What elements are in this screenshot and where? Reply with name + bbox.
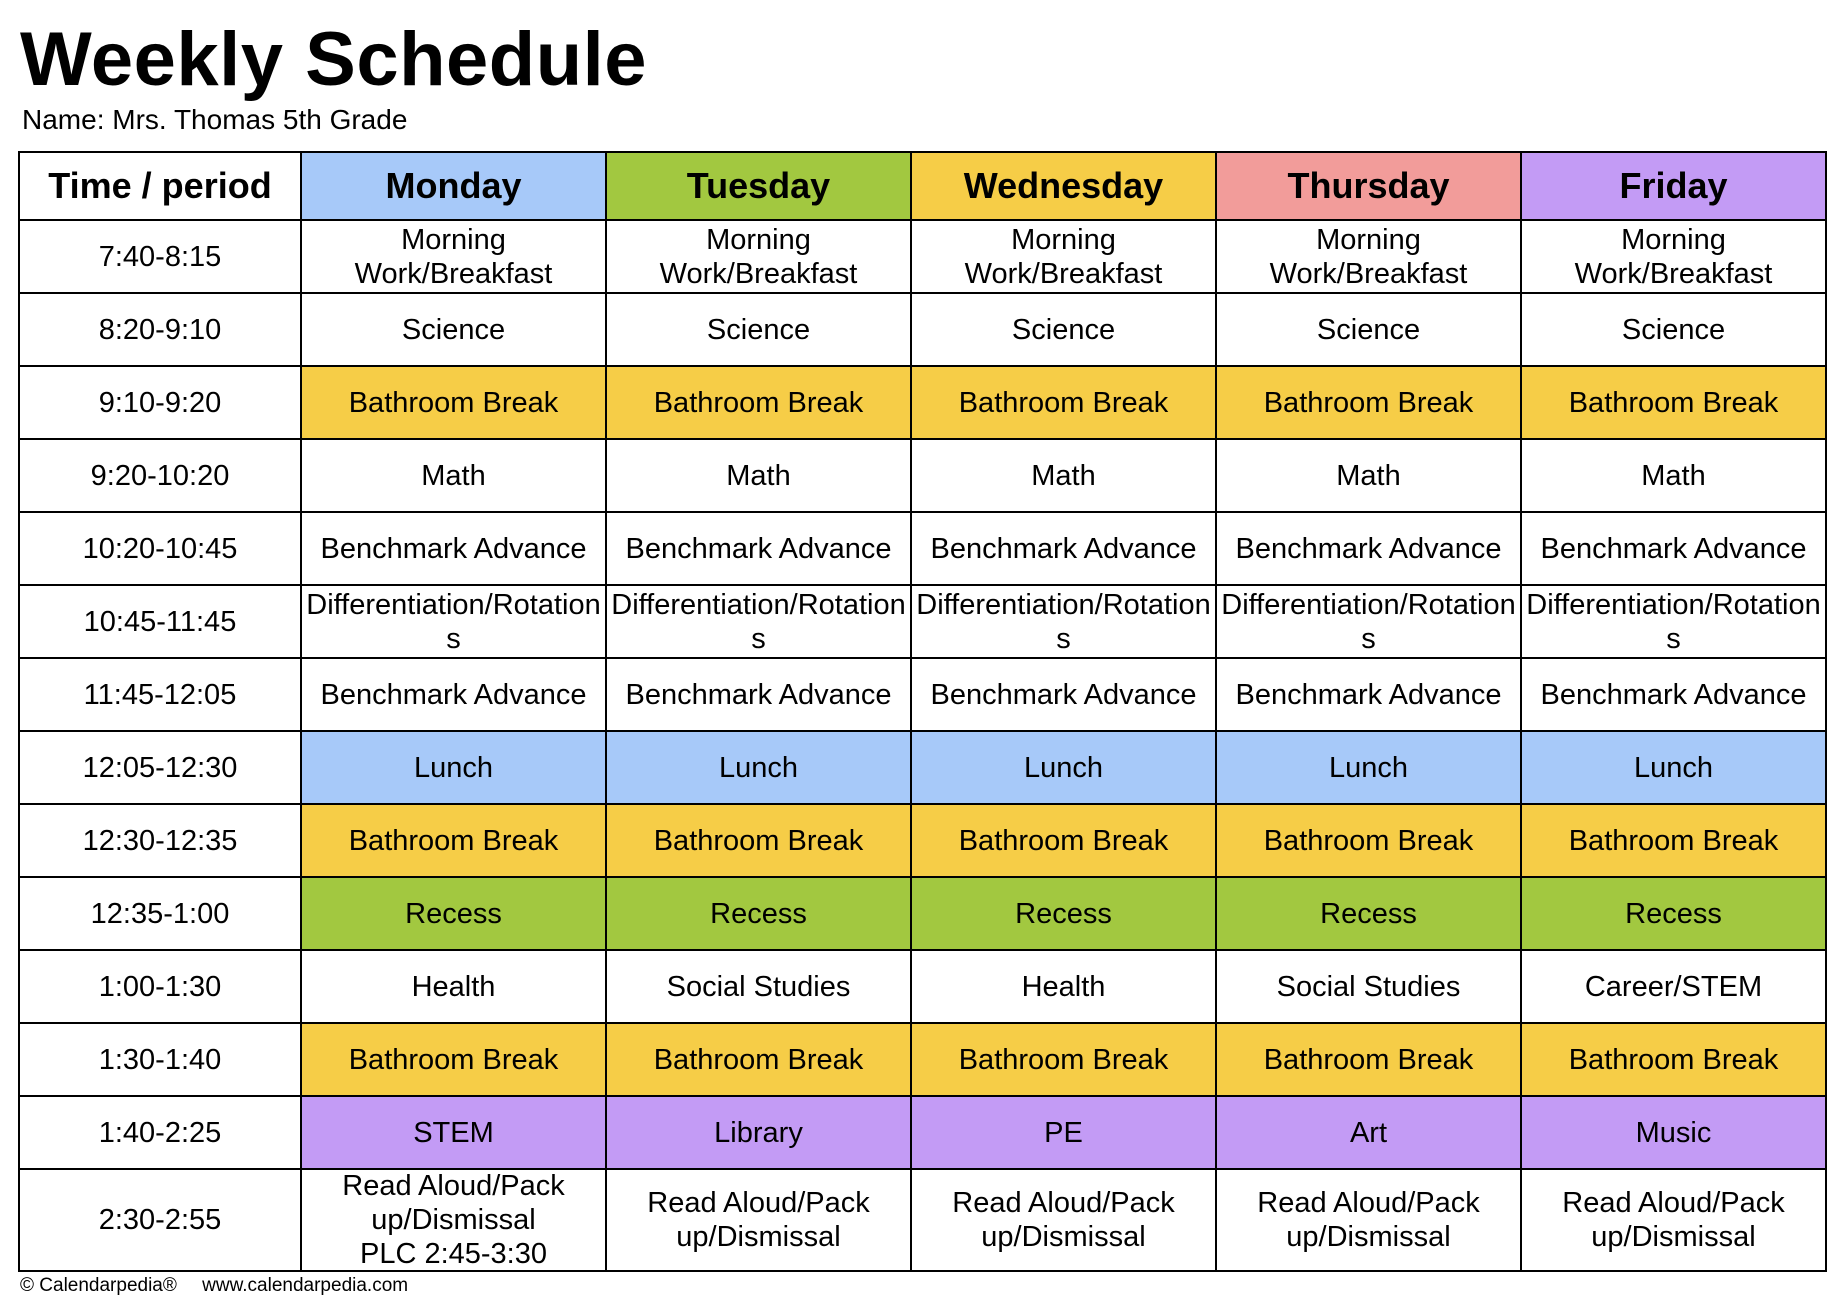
schedule-cell-thursday: Differentiation/Rotations (1217, 586, 1522, 659)
time-period-cell: 2:30-2:55 (20, 1170, 302, 1272)
schedule-cell-tuesday: Recess (607, 878, 912, 951)
schedule-cell-friday: Bathroom Break (1522, 1024, 1827, 1097)
schedule-cell-tuesday: Bathroom Break (607, 367, 912, 440)
schedule-cell-monday: Morning Work/Breakfast (302, 221, 607, 294)
schedule-cell-thursday: Bathroom Break (1217, 805, 1522, 878)
schedule-cell-friday: Recess (1522, 878, 1827, 951)
schedule-table (18, 151, 1827, 1272)
schedule-cell-monday: Bathroom Break (302, 367, 607, 440)
schedule-cell-tuesday: Read Aloud/Pack up/Dismissal (607, 1170, 912, 1272)
schedule-cell-wednesday: Morning Work/Breakfast (912, 221, 1217, 294)
time-period-cell: 9:10-9:20 (20, 367, 302, 440)
schedule-cell-monday: Bathroom Break (302, 805, 607, 878)
schedule-cell-tuesday: Social Studies (607, 951, 912, 1024)
schedule-cell-friday: Science (1522, 294, 1827, 367)
header-day-thursday: Thursday (1217, 153, 1522, 221)
header-day-wednesday: Wednesday (912, 153, 1217, 221)
schedule-cell-friday: Bathroom Break (1522, 805, 1827, 878)
schedule-cell-wednesday: Bathroom Break (912, 367, 1217, 440)
header-day-friday: Friday (1522, 153, 1827, 221)
time-period-cell: 1:00-1:30 (20, 951, 302, 1024)
schedule-cell-friday: Read Aloud/Pack up/Dismissal (1522, 1170, 1827, 1272)
schedule-cell-wednesday: Benchmark Advance (912, 513, 1217, 586)
schedule-cell-friday: Bathroom Break (1522, 367, 1827, 440)
schedule-cell-monday: Lunch (302, 732, 607, 805)
schedule-cell-wednesday: Math (912, 440, 1217, 513)
header-day-monday: Monday (302, 153, 607, 221)
footer (20, 1276, 428, 1295)
schedule-cell-wednesday: Benchmark Advance (912, 659, 1217, 732)
time-period-cell: 12:30-12:35 (20, 805, 302, 878)
schedule-cell-thursday: Lunch (1217, 732, 1522, 805)
header-time-period: Time / period (20, 153, 302, 221)
schedule-cell-tuesday: Benchmark Advance (607, 513, 912, 586)
time-period-cell: 8:20-9:10 (20, 294, 302, 367)
schedule-cell-monday: Recess (302, 878, 607, 951)
schedule-cell-friday: Differentiation/Rotations (1522, 586, 1827, 659)
schedule-cell-thursday: Science (1217, 294, 1522, 367)
schedule-cell-monday: Science (302, 294, 607, 367)
schedule-cell-thursday: Benchmark Advance (1217, 513, 1522, 586)
schedule-cell-thursday: Art (1217, 1097, 1522, 1170)
time-period-cell: 10:20-10:45 (20, 513, 302, 586)
schedule-cell-thursday: Social Studies (1217, 951, 1522, 1024)
header-day-tuesday: Tuesday (607, 153, 912, 221)
schedule-cell-tuesday: Bathroom Break (607, 1024, 912, 1097)
schedule-cell-friday: Benchmark Advance (1522, 513, 1827, 586)
schedule-cell-tuesday: Library (607, 1097, 912, 1170)
schedule-cell-tuesday: Morning Work/Breakfast (607, 221, 912, 294)
schedule-cell-thursday: Bathroom Break (1217, 367, 1522, 440)
schedule-cell-friday: Benchmark Advance (1522, 659, 1827, 732)
schedule-cell-wednesday: Differentiation/Rotations (912, 586, 1217, 659)
schedule-cell-monday: STEM (302, 1097, 607, 1170)
schedule-cell-thursday: Recess (1217, 878, 1522, 951)
page-title: Weekly Schedule (20, 17, 648, 102)
time-period-cell: 9:20-10:20 (20, 440, 302, 513)
schedule-cell-thursday: Read Aloud/Pack up/Dismissal (1217, 1170, 1522, 1272)
schedule-cell-wednesday: Health (912, 951, 1217, 1024)
footer-copyright: © Calendarpedia® (20, 1275, 177, 1296)
time-period-cell: 7:40-8:15 (20, 221, 302, 294)
schedule-cell-thursday: Bathroom Break (1217, 1024, 1522, 1097)
schedule-cell-tuesday: Lunch (607, 732, 912, 805)
schedule-cell-wednesday: Recess (912, 878, 1217, 951)
schedule-cell-friday: Morning Work/Breakfast (1522, 221, 1827, 294)
schedule-cell-wednesday: Science (912, 294, 1217, 367)
schedule-cell-friday: Lunch (1522, 732, 1827, 805)
footer-website-link[interactable]: www.calendarpedia.com (202, 1275, 409, 1296)
schedule-cell-monday: Benchmark Advance (302, 659, 607, 732)
schedule-cell-tuesday: Math (607, 440, 912, 513)
schedule-cell-thursday: Benchmark Advance (1217, 659, 1522, 732)
schedule-cell-monday: Bathroom Break (302, 1024, 607, 1097)
time-period-cell: 1:40-2:25 (20, 1097, 302, 1170)
schedule-cell-wednesday: PE (912, 1097, 1217, 1170)
time-period-cell: 12:05-12:30 (20, 732, 302, 805)
schedule-cell-tuesday: Benchmark Advance (607, 659, 912, 732)
schedule-cell-thursday: Morning Work/Breakfast (1217, 221, 1522, 294)
schedule-owner-name: Name: Mrs. Thomas 5th Grade (22, 104, 408, 135)
time-period-cell: 10:45-11:45 (20, 586, 302, 659)
schedule-cell-friday: Music (1522, 1097, 1827, 1170)
schedule-cell-monday: Differentiation/Rotations (302, 586, 607, 659)
schedule-cell-monday: Math (302, 440, 607, 513)
schedule-cell-wednesday: Bathroom Break (912, 805, 1217, 878)
schedule-cell-friday: Math (1522, 440, 1827, 513)
schedule-cell-wednesday: Bathroom Break (912, 1024, 1217, 1097)
time-period-cell: 12:35-1:00 (20, 878, 302, 951)
schedule-cell-friday: Career/STEM (1522, 951, 1827, 1024)
schedule-cell-monday: Health (302, 951, 607, 1024)
time-period-cell: 1:30-1:40 (20, 1024, 302, 1097)
schedule-cell-tuesday: Differentiation/Rotations (607, 586, 912, 659)
schedule-cell-thursday: Math (1217, 440, 1522, 513)
time-period-cell: 11:45-12:05 (20, 659, 302, 732)
schedule-cell-tuesday: Science (607, 294, 912, 367)
schedule-cell-monday: Benchmark Advance (302, 513, 607, 586)
schedule-cell-monday: Read Aloud/Pack up/Dismissal PLC 2:45-3:30 (302, 1170, 607, 1272)
schedule-cell-wednesday: Lunch (912, 732, 1217, 805)
schedule-cell-wednesday: Read Aloud/Pack up/Dismissal (912, 1170, 1217, 1272)
schedule-cell-tuesday: Bathroom Break (607, 805, 912, 878)
